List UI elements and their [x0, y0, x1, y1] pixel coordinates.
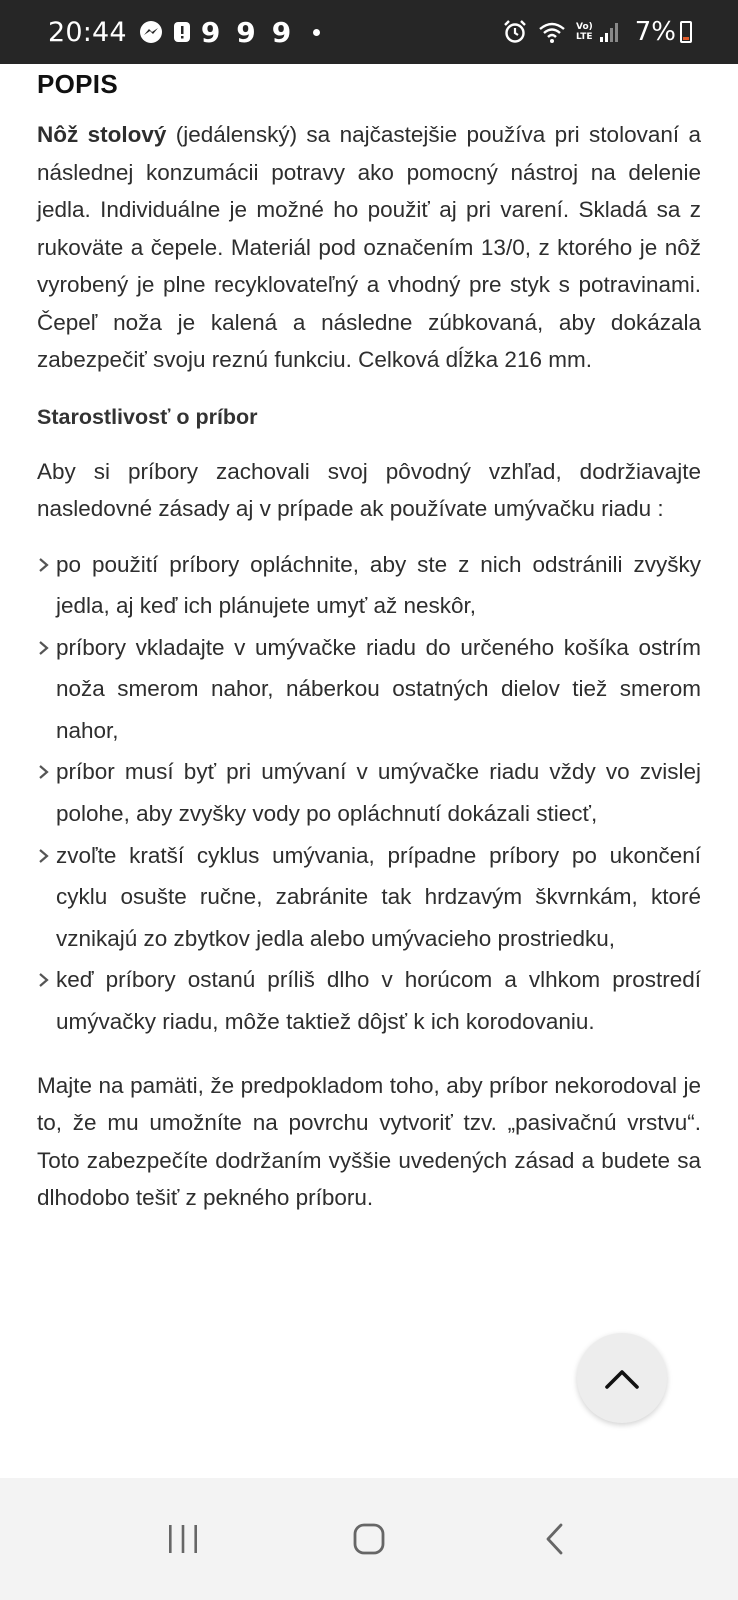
- list-item-text: keď príbory ostanú príliš dlho v horúcom a vlhkom prostredí umývačky riadu, môže taktiež dôjsť k ich korodovaniu.: [56, 967, 701, 1035]
- wifi-icon: [538, 20, 566, 44]
- signal-icon: [599, 21, 619, 43]
- scroll-to-top-button[interactable]: [577, 1333, 667, 1423]
- list-item-text: príbory vkladajte v umývačke riadu do určeného košíka ostrím noža smerom nahor, náberkou ostatných dielov tiež smerom nahor,: [56, 634, 701, 743]
- battery-percent: 7%: [634, 17, 676, 47]
- status-bar-left: [48, 16, 320, 49]
- chevron-right-icon: [37, 764, 51, 780]
- intro-text: (jedálenský) sa najčastejšie používa pri stolovaní a následnej konzumácii potravy ako pomocný nástroj na delenie jedla. Individuálne je možné ho použiť aj pri varení. Skladá sa z rukoväte a čepele. Materiál pod označením 13/0, z ktorého je nôž vyrobený je plne recyklovateľný a vhodný pre styk s potravinami. Čepeľ noža je kalená a následne zúbkovaná, aby dokázala zabezpečiť svoju reznú funkciu. Celková dĺžka 216 mm.: [37, 122, 701, 372]
- nine-icon: 9: [236, 15, 256, 49]
- care-intro: Aby si príbory zachovali svoj pôvodný vzhľad, dodržiavajte nasledovné zásady aj v prípade ak používate umývačku riadu :: [37, 458, 701, 521]
- product-description: [37, 64, 701, 1217]
- list-item: [37, 835, 701, 960]
- list-item-text: po použití príbory opláchnite, aby ste z nich odstránili zvyšky jedla, aj keď ich plánujete umyť až neskôr,: [56, 551, 701, 619]
- intro-bold: Nôž stolový: [37, 122, 167, 147]
- network-type: [576, 22, 593, 42]
- nine-icon: 9: [200, 15, 221, 49]
- list-item: [37, 959, 701, 1042]
- nine-icon: 9: [271, 15, 292, 49]
- alert-icon: [173, 20, 191, 44]
- battery-icon: [680, 21, 692, 43]
- status-bar-right: [502, 17, 692, 47]
- care-list: [37, 544, 701, 1043]
- chevron-right-icon: [37, 972, 51, 988]
- recent-apps-icon: [166, 1523, 200, 1555]
- chevron-right-icon: [37, 848, 51, 864]
- section-heading: POPIS: [37, 69, 118, 99]
- list-item: [37, 544, 701, 627]
- volte-label: Vo): [575, 22, 593, 32]
- dot-icon: [313, 29, 320, 36]
- home-button[interactable]: [339, 1509, 399, 1569]
- intro-paragraph: [37, 116, 701, 379]
- list-item: [37, 751, 701, 834]
- home-icon: [352, 1522, 386, 1556]
- chevron-right-icon: [37, 640, 51, 656]
- list-item-text: zvoľte kratší cyklus umývania, prípadne príbory po ukončení cyklu osušte ručne, zabránite tak hrdzavým škvrnkám, ktoré vznikajú zo zbytkov jedla alebo umývacieho prostriedku,: [56, 842, 701, 951]
- back-button[interactable]: [525, 1509, 585, 1569]
- lte-label: LTE: [575, 32, 593, 42]
- messenger-icon: [139, 20, 163, 44]
- chevron-up-icon: [604, 1366, 640, 1390]
- chevron-right-icon: [37, 557, 51, 573]
- list-item: [37, 627, 701, 752]
- back-icon: [543, 1522, 567, 1556]
- closing-paragraph: Majte na pamäti, že predpokladom toho, aby príbor nekorodoval je to, že mu umožníte na povrchu vytvoriť tzv. „pasivačnú vrstvu“. Toto zabezpečíte dodržaním vyššie uvedených zásad a budete sa dlhodobo tešiť z pekného príboru.: [37, 1072, 701, 1211]
- list-item-text: príbor musí byť pri umývaní v umývačke riadu vždy vo zvislej polohe, aby zvyšky vody po opláchnutí dokázali stiecť,: [56, 759, 701, 827]
- status-bar: [0, 0, 738, 64]
- recent-apps-button[interactable]: [153, 1509, 213, 1569]
- alarm-icon: [502, 19, 528, 45]
- care-heading: Starostlivosť o príbor: [37, 404, 258, 429]
- system-nav-bar: [0, 1478, 738, 1600]
- status-time: 20:44: [48, 16, 127, 48]
